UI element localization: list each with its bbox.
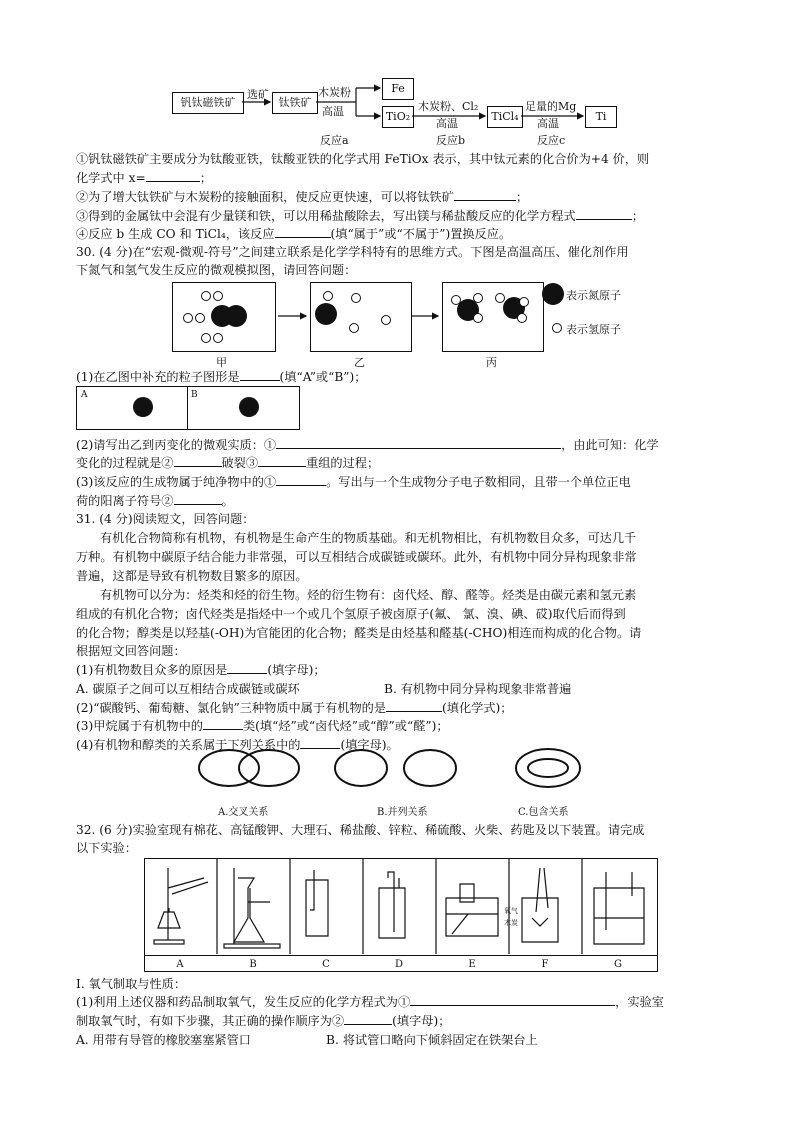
q30-line1: 30. (4 分)在“宏观-微观-符号”之间建立联系是化学学科特有的思维方式。下图是高温高压、催化剂作用: [76, 245, 629, 259]
answer-blank[interactable]: [203, 718, 243, 730]
q31-option-b: B. 有机物中同分异构现象非常普遍: [384, 682, 572, 696]
relation-diagrams: [0, 740, 794, 800]
option-a-label: A: [81, 390, 88, 400]
q30-sub2-line1: (2)请写出乙到丙变化的微观实质：① ，由此可知：化学: [76, 438, 659, 452]
flow-box-ore: 钒钛磁铁矿: [172, 92, 244, 114]
answer-blank[interactable]: [258, 455, 306, 467]
answer-blank[interactable]: [240, 369, 280, 381]
option-a-atom: [133, 397, 153, 417]
answer-blank[interactable]: [344, 1013, 392, 1025]
q31-para5: 组成的有机化合物；卤代烃类是指烃中一个或几个氢原子被卤原子(氟、 氯、溴、碘、砹)取代后而得到: [76, 607, 626, 621]
legend-nitrogen-icon: [542, 283, 564, 305]
apparatus-f-oxygen-label: 氧气: [504, 907, 518, 915]
q31-option-a: A. 碳原子之间可以互相结合成碳链或碳环: [76, 682, 300, 696]
flow-label-cond-a1: 木炭粉: [318, 86, 351, 99]
q32-option-b: B. 将试管口略向下倾斜固定在铁架台上: [326, 1033, 538, 1047]
legend-hydrogen-icon: [552, 323, 562, 333]
apparatus-label-c: C: [322, 959, 330, 970]
flow-label-cond-b2: 高温: [436, 117, 458, 130]
flow-box-ticl4: TiCl₄: [487, 106, 523, 128]
caption-yi: 乙: [354, 356, 365, 369]
flow-box-tio2: TiO₂: [382, 106, 414, 128]
apparatus-f-charcoal-label: 木炭: [504, 919, 518, 927]
relation-c-label: C.包含关系: [518, 807, 569, 818]
q31-sub4: (4)有机物和醇类的关系属于下列关系中的 (填字母)。: [76, 738, 399, 752]
q31-para4: 有机物可以分为：烃类和烃的衍生物。烃的衍生物有：卤代烃、醇、醛等。烃类是由碳元素和氢元素: [100, 588, 637, 602]
q29-line1: ①钒钛磁铁矿主要成分为钛酸亚铁，钛酸亚铁的化学式用 FeTiOx 表示，其中钛元素的化合价为+4 价，则: [76, 152, 650, 166]
option-table: [76, 386, 300, 430]
legend-hydrogen-label: 表示氢原子: [566, 323, 621, 336]
answer-blank[interactable]: [276, 437, 561, 449]
flow-box-ti: Ti: [585, 106, 617, 128]
apparatus-label-g: G: [614, 959, 622, 970]
flow-label-step1: 选矿: [247, 88, 269, 101]
q30-line2: 下氮气和氢气发生反应的微观模拟图，请回答问题：: [76, 263, 357, 277]
flow-label-cond-b1: 木炭粉、Cl₂: [418, 100, 479, 113]
apparatus-label-a: A: [176, 959, 184, 970]
q29-line5: ④反应 b 生成 CO 和 TiCl₄，该反应 (填“属于”或“不属于”)置换反应。: [76, 227, 512, 241]
legend-nitrogen-label: 表示氮原子: [566, 289, 621, 302]
flow-label-cond-c1: 足量的Mg: [525, 100, 577, 113]
answer-blank[interactable]: [227, 662, 267, 674]
apparatus-label-b: B: [249, 959, 257, 970]
q31-para6: 的化合物；醇类是以羟基(-OH)为官能团的化合物；醛类是由烃基和醛基(-CHO)相连而构成的化合物。请: [76, 626, 642, 640]
q32-section-1: I. 氧气制取与性质：: [76, 977, 187, 991]
q30-sub1: (1)在乙图中补充的粒子图形是 (填“A”或“B”)；: [76, 370, 367, 384]
answer-blank[interactable]: [174, 493, 222, 505]
apparatus-label-e: E: [468, 959, 476, 970]
q31-sub3: (3)甲烷属于有机物中的 类(填“烃”或“卤代烃”或“醇”或“醛”)；: [76, 719, 449, 733]
q31-para2: 万种。有机物中碳原子结合能力非常强，可以互相结合成碳链或碳环。此外，有机物中同分异构现象非常: [76, 550, 637, 564]
q30-sub2-line2: 变化的过程就是② 破裂③ 重组的过程；: [76, 456, 380, 470]
relation-b-label: B.并列关系: [377, 807, 428, 818]
q31-sub1: (1)有机物数目众多的原因是 (填字母)；: [76, 663, 326, 677]
option-b-label: B: [191, 390, 198, 400]
caption-jia: 甲: [216, 356, 227, 369]
q29-line3: ②为了增大钛铁矿与木炭粉的接触面积，使反应更快速，可以将钛铁矿 ；: [76, 190, 528, 204]
q30-sub3-line2: 荷的阳离子符号② 。: [76, 494, 234, 508]
apparatus-label-f: F: [541, 959, 549, 970]
apparatus-drawings: [144, 858, 656, 954]
q32-line2: 以下实验：: [76, 841, 137, 855]
q29-line2: 化学式中 x= ；: [76, 171, 212, 185]
q32-line1: 32. (6 分)实验室现有棉花、高锰酸钾、大理石、稀盐酸、锌粒、稀硫酸、火柴、药匙及以下装置。请完成: [76, 823, 645, 837]
option-b-atom: [239, 397, 259, 417]
answer-blank[interactable]: [276, 474, 326, 486]
q32-option-a: A. 用带有导管的橡胶塞塞紧管口: [76, 1033, 251, 1047]
flow-label-react-a: 反应a: [320, 134, 349, 147]
q29-line4: ③得到的金属钛中会混有少量镁和铁，可以用稀盐酸除去，写出镁与稀盐酸反应的化学方程式 ；: [76, 209, 644, 223]
q31-para7: 根据短文回答问题：: [76, 644, 186, 658]
flow-label-react-b: 反应b: [436, 134, 466, 147]
caption-bing: 丙: [486, 356, 497, 369]
q32-sub1-line1: (1)利用上述仪器和药品制取氧气，发生反应的化学方程式为① ，实验室: [76, 995, 664, 1009]
reaction-arrows: [0, 0, 794, 360]
q31-sub2: (2)“碳酸钙、葡萄糖、氯化钠”三种物质中属于有机物的是 (填化学式)；: [76, 701, 513, 715]
answer-blank[interactable]: [174, 455, 222, 467]
flow-box-fe: Fe: [382, 78, 414, 100]
flow-label-cond-a2: 高温: [322, 105, 344, 118]
q31-para1: 有机化合物简称有机物，有机物是生命产生的物质基础。和无机物相比，有机物数目众多，可达几千: [100, 531, 637, 545]
q31-line1: 31. (4 分)阅读短文，回答问题：: [76, 512, 255, 526]
q31-para3: 普遍，这都是导致有机物数目繁多的原因。: [76, 569, 308, 583]
apparatus-label-d: D: [394, 959, 404, 970]
flow-box-ilmenite: 钛铁矿: [272, 92, 318, 114]
q32-sub1-line2: 制取氧气时，有如下步骤，其正确的操作顺序为② (填字母)；: [76, 1014, 451, 1028]
flow-label-react-c: 反应c: [537, 134, 566, 147]
answer-blank[interactable]: [410, 994, 615, 1006]
relation-a-label: A.交叉关系: [218, 807, 269, 818]
answer-blank[interactable]: [386, 700, 442, 712]
flow-label-cond-c2: 高温: [537, 117, 559, 130]
q30-sub3-line1: (3)该反应的生成物属于纯净物中的① 。写出与一个生成物分子电子数相同，且带一个单位正电: [76, 475, 631, 489]
